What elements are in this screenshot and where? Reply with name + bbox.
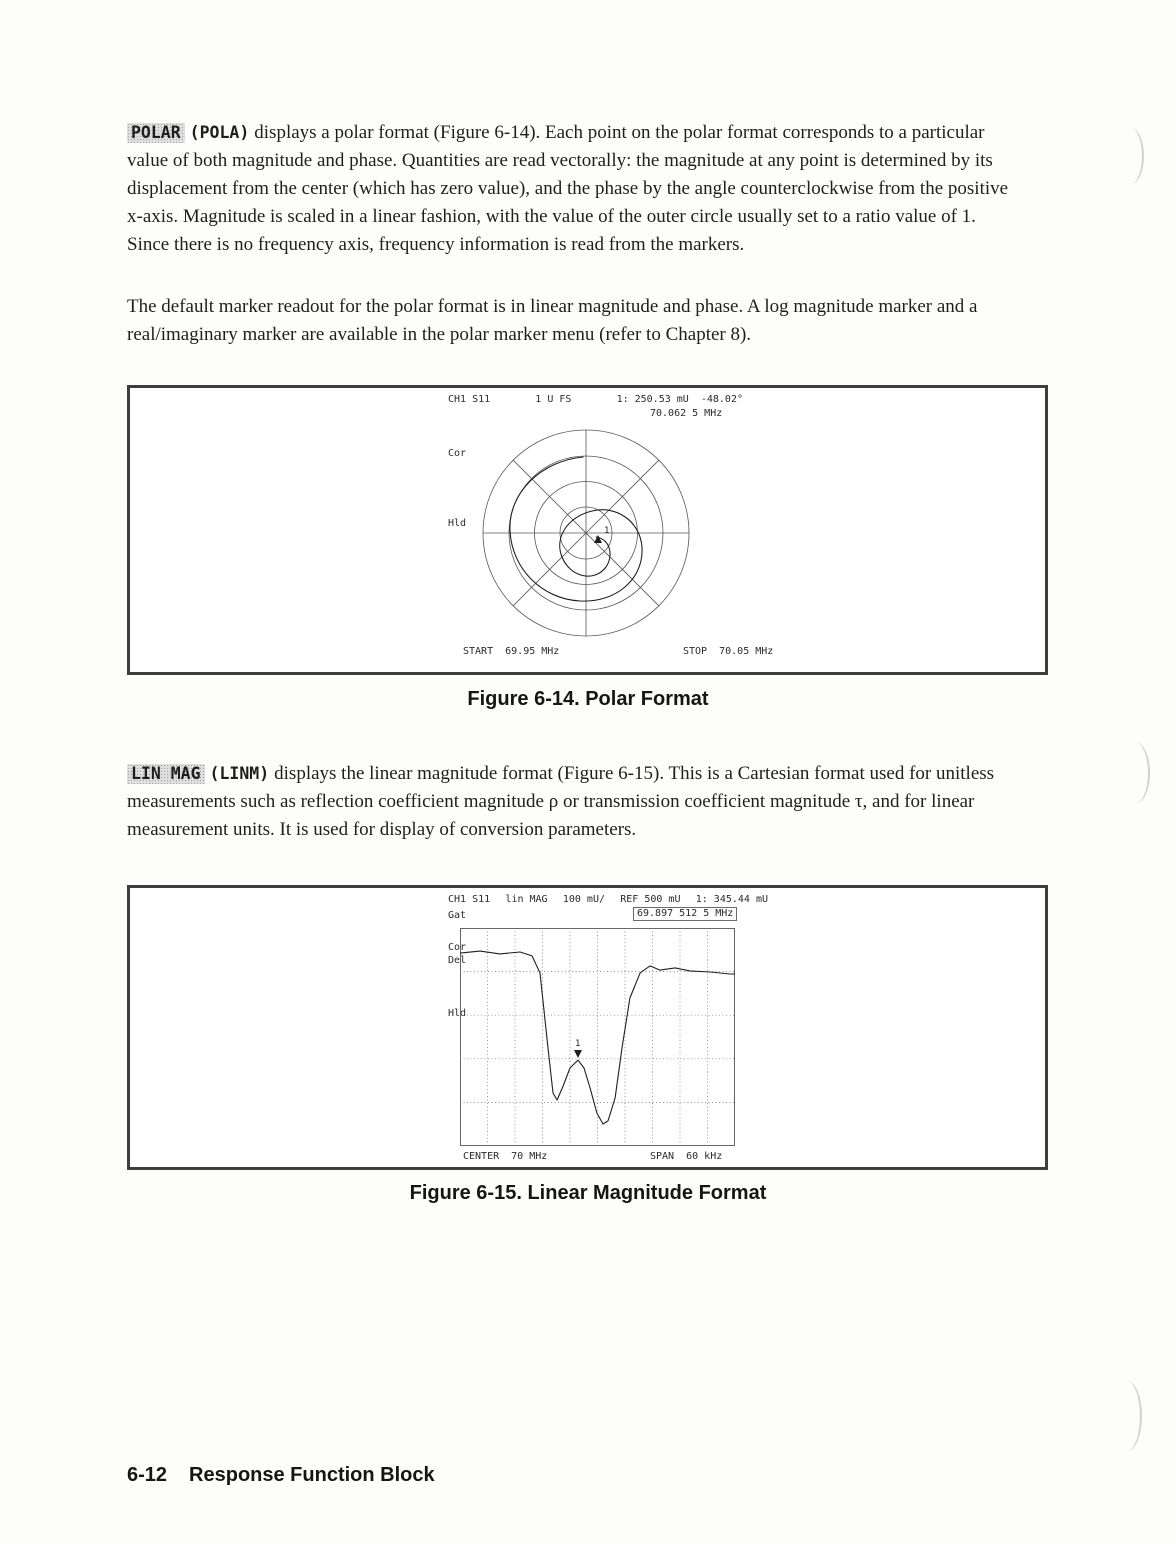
center-frequency-label: CENTER 70 MHz [463, 1151, 548, 1162]
marker-triangle-icon [574, 1050, 582, 1058]
status-annotation: Gat [448, 910, 467, 921]
scan-artifact [1110, 1380, 1142, 1452]
polar-marker-number: 1 [604, 526, 610, 536]
linmag-screen-header [448, 894, 768, 905]
figure-caption: Figure 6-14. Polar Format [467, 688, 709, 710]
status-annotation: Cor [448, 942, 467, 953]
linmag-mnemonic: (LINM) [209, 764, 270, 783]
stop-frequency-label: STOP 70.05 MHz [683, 646, 774, 657]
channel-label: CH1 S11 [448, 394, 491, 405]
scan-artifact [1118, 128, 1144, 184]
status-annotation: Hld [448, 1008, 467, 1019]
start-frequency-label: START 69.95 MHz [463, 646, 560, 657]
status-annotation: Cor [448, 448, 467, 459]
status-annotation: Hld [448, 518, 467, 529]
page-footer [127, 1464, 435, 1487]
status-annotation: Del [448, 955, 467, 966]
scan-artifact [1120, 742, 1150, 804]
marker-readout-label: 1: 250.53 mU -48.02° [616, 394, 743, 405]
polar-graticule [471, 418, 701, 648]
polar-paragraph-text: displays a polar format (Figure 6-14). Each point on the polar format corresponds to a particular value of both magnitude and phase. Quantities are read vectorally: the magnitude at any point is determined by its displacement from the center (which has zero value), and the phase by the angle counterclockwise from the positive x-axis. Magnitude is scaled in a linear fashion, with the value of the outer circle usually set to a ratio value of 1. Since there is no frequency axis, frequency information is read from the markers. [127, 122, 1009, 255]
scale-label: 1 U FS [535, 394, 572, 405]
figure-caption: Figure 6-15. Linear Magnitude Format [409, 1182, 767, 1204]
channel-label: CH1 S11 [448, 894, 491, 905]
scale-label: 100 mU/ [562, 894, 605, 905]
marker-readout-label: 1: 345.44 mU [695, 894, 768, 905]
page-number: 6-12 [127, 1464, 168, 1486]
section-title: Response Function Block [189, 1464, 435, 1486]
linmag-softkey-label: LIN MAG [127, 764, 205, 784]
linmag-graticule [460, 928, 735, 1146]
marker-triangle-icon [594, 535, 602, 543]
span-label: SPAN 60 kHz [650, 1151, 723, 1162]
figure-polar-format [127, 385, 1048, 675]
polar-softkey-label: POLAR [127, 123, 185, 143]
reference-label: REF 500 mU [620, 894, 681, 905]
marker-readout-paragraph [127, 293, 1020, 349]
linmag-marker-number: 1 [575, 1039, 581, 1049]
polar-paragraph [127, 119, 1020, 259]
polar-mnemonic: (POLA) [189, 123, 250, 142]
polar-screen-header [448, 394, 743, 405]
figure-linear-magnitude [127, 885, 1048, 1170]
linmag-paragraph [127, 760, 1020, 844]
marker-readout-text: The default marker readout for the polar format is in linear magnitude and phase. A log magnitude marker and a real/imaginary marker are available in the polar marker menu (refer to Chapter 8). [127, 296, 978, 345]
linmag-paragraph-text: displays the linear magnitude format (Figure 6-15). This is a Cartesian format used for unitless measurements such as reflection coefficient magnitude ρ or transmission coefficient magnitude τ, and for linear measurement units. It is used for display of conversion parameters. [127, 763, 995, 840]
format-label: lin MAG [505, 894, 548, 905]
marker-frequency-label: 70.062 5 MHz [650, 408, 723, 419]
polar-trace [510, 457, 642, 601]
marker-frequency-label: 69.897 512 5 MHz [633, 907, 737, 921]
